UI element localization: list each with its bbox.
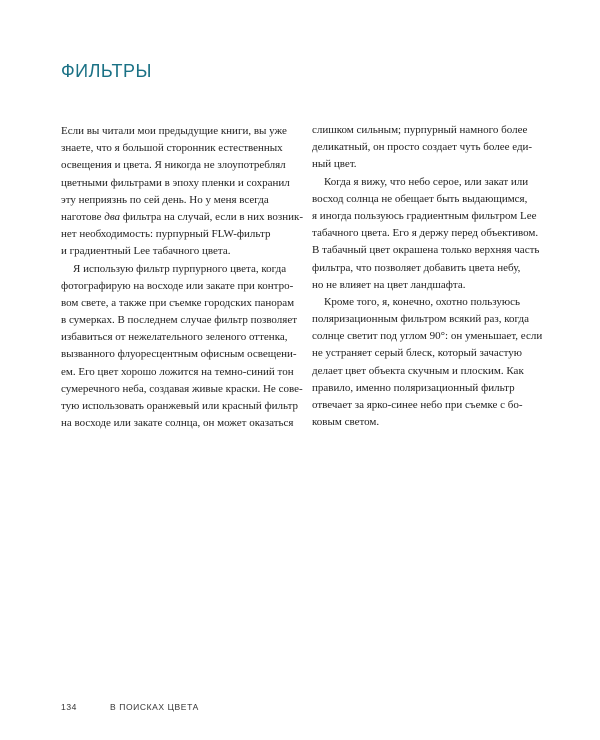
text-line: отвечает за ярко-синее небо при съемке с бо-	[312, 399, 523, 411]
text-line: поляризационным фильтром всякий раз, когда	[312, 313, 529, 326]
text-line: ковым светом.	[312, 416, 380, 429]
page-number: 134	[61, 702, 77, 712]
text-line: восход солнца не обещает быть выдающимся,	[312, 192, 528, 205]
text-line: знаете, что я большой сторонник естественных	[61, 142, 283, 155]
text-line: вызванного флуоресцентным офисным освещени-	[61, 348, 297, 361]
emphasized-word: два	[104, 210, 121, 223]
text-line: избавиться от нежелательного зеленого оттенка,	[61, 331, 288, 344]
text-line: Когда я вижу, что небо серое, или закат или	[324, 175, 529, 188]
text-line: Кроме того, я, конечно, охотно пользуюсь	[324, 295, 520, 308]
text-line: эту неприязнь по сей день. Но у меня всегда	[61, 193, 269, 206]
text-line: делает цвет объекта скучным и плоским. Как	[312, 364, 524, 377]
text-line: нет необходимость: пурпурный FLW-фильтр	[61, 228, 271, 241]
text-line: вом свете, а также при съемке городских панорам	[61, 296, 295, 309]
running-title: В ПОИСКАХ ЦВЕТА	[110, 702, 199, 712]
text-line: я иногда пользуюсь градиентным фильтром Lee	[312, 209, 537, 222]
text-line: тую использовать оранжевый или красный фильтр	[61, 400, 299, 412]
text-line: Я использую фильтр пурпурного цвета, когда	[73, 262, 287, 275]
text-line: Если вы читали мои предыдущие книги, вы уже	[61, 125, 287, 137]
text-line: ем. Его цвет хорошо ложится на темно-синий тон	[61, 365, 294, 378]
text-line	[61, 209, 304, 226]
text-line: но не влияет на цвет ландшафта.	[312, 278, 466, 291]
text-line: деликатный, он просто создает чуть более еди-	[312, 141, 533, 154]
text-line: не устраняет серый блеск, который зачастую	[312, 347, 523, 360]
text-line: освещения и цвета. Я никогда не злоупотреблял	[61, 159, 286, 172]
text-line: и градиентный Lee табачного цвета.	[61, 245, 231, 258]
text-column-right	[312, 122, 542, 431]
text-line: фильтра, что позволяет добавить цвета небу,	[312, 261, 521, 274]
text-column-left	[61, 123, 304, 432]
text-segment: наготове	[61, 210, 105, 223]
text-line: цветными фильтрами в эпоху пленки и сохранил	[61, 176, 290, 189]
text-line: сумеречного неба, создавая живые краски. Не сове-	[61, 382, 303, 395]
text-line: слишком сильным; пурпурный намного более	[312, 124, 528, 136]
section-heading: ФИЛЬТРЫ	[61, 61, 152, 81]
text-line: солнце светит под углом 90°: он уменьшает, если	[312, 330, 543, 343]
text-line: правило, именно поляризационный фильтр	[312, 381, 515, 394]
text-line: в сумерках. В последнем случае фильтр позволяет	[61, 314, 298, 327]
text-line: В табачный цвет окрашена только верхняя часть	[312, 244, 540, 257]
text-line: ный цвет.	[312, 158, 357, 171]
text-segment: фильтра на случай, если в них возник-	[120, 210, 304, 223]
text-line: на восходе или закате солнца, он может оказаться	[61, 417, 294, 430]
text-line: фотографирую на восходе или закате при контро-	[61, 279, 294, 292]
text-line: табачного цвета. Его я держу перед объективом.	[312, 227, 539, 240]
